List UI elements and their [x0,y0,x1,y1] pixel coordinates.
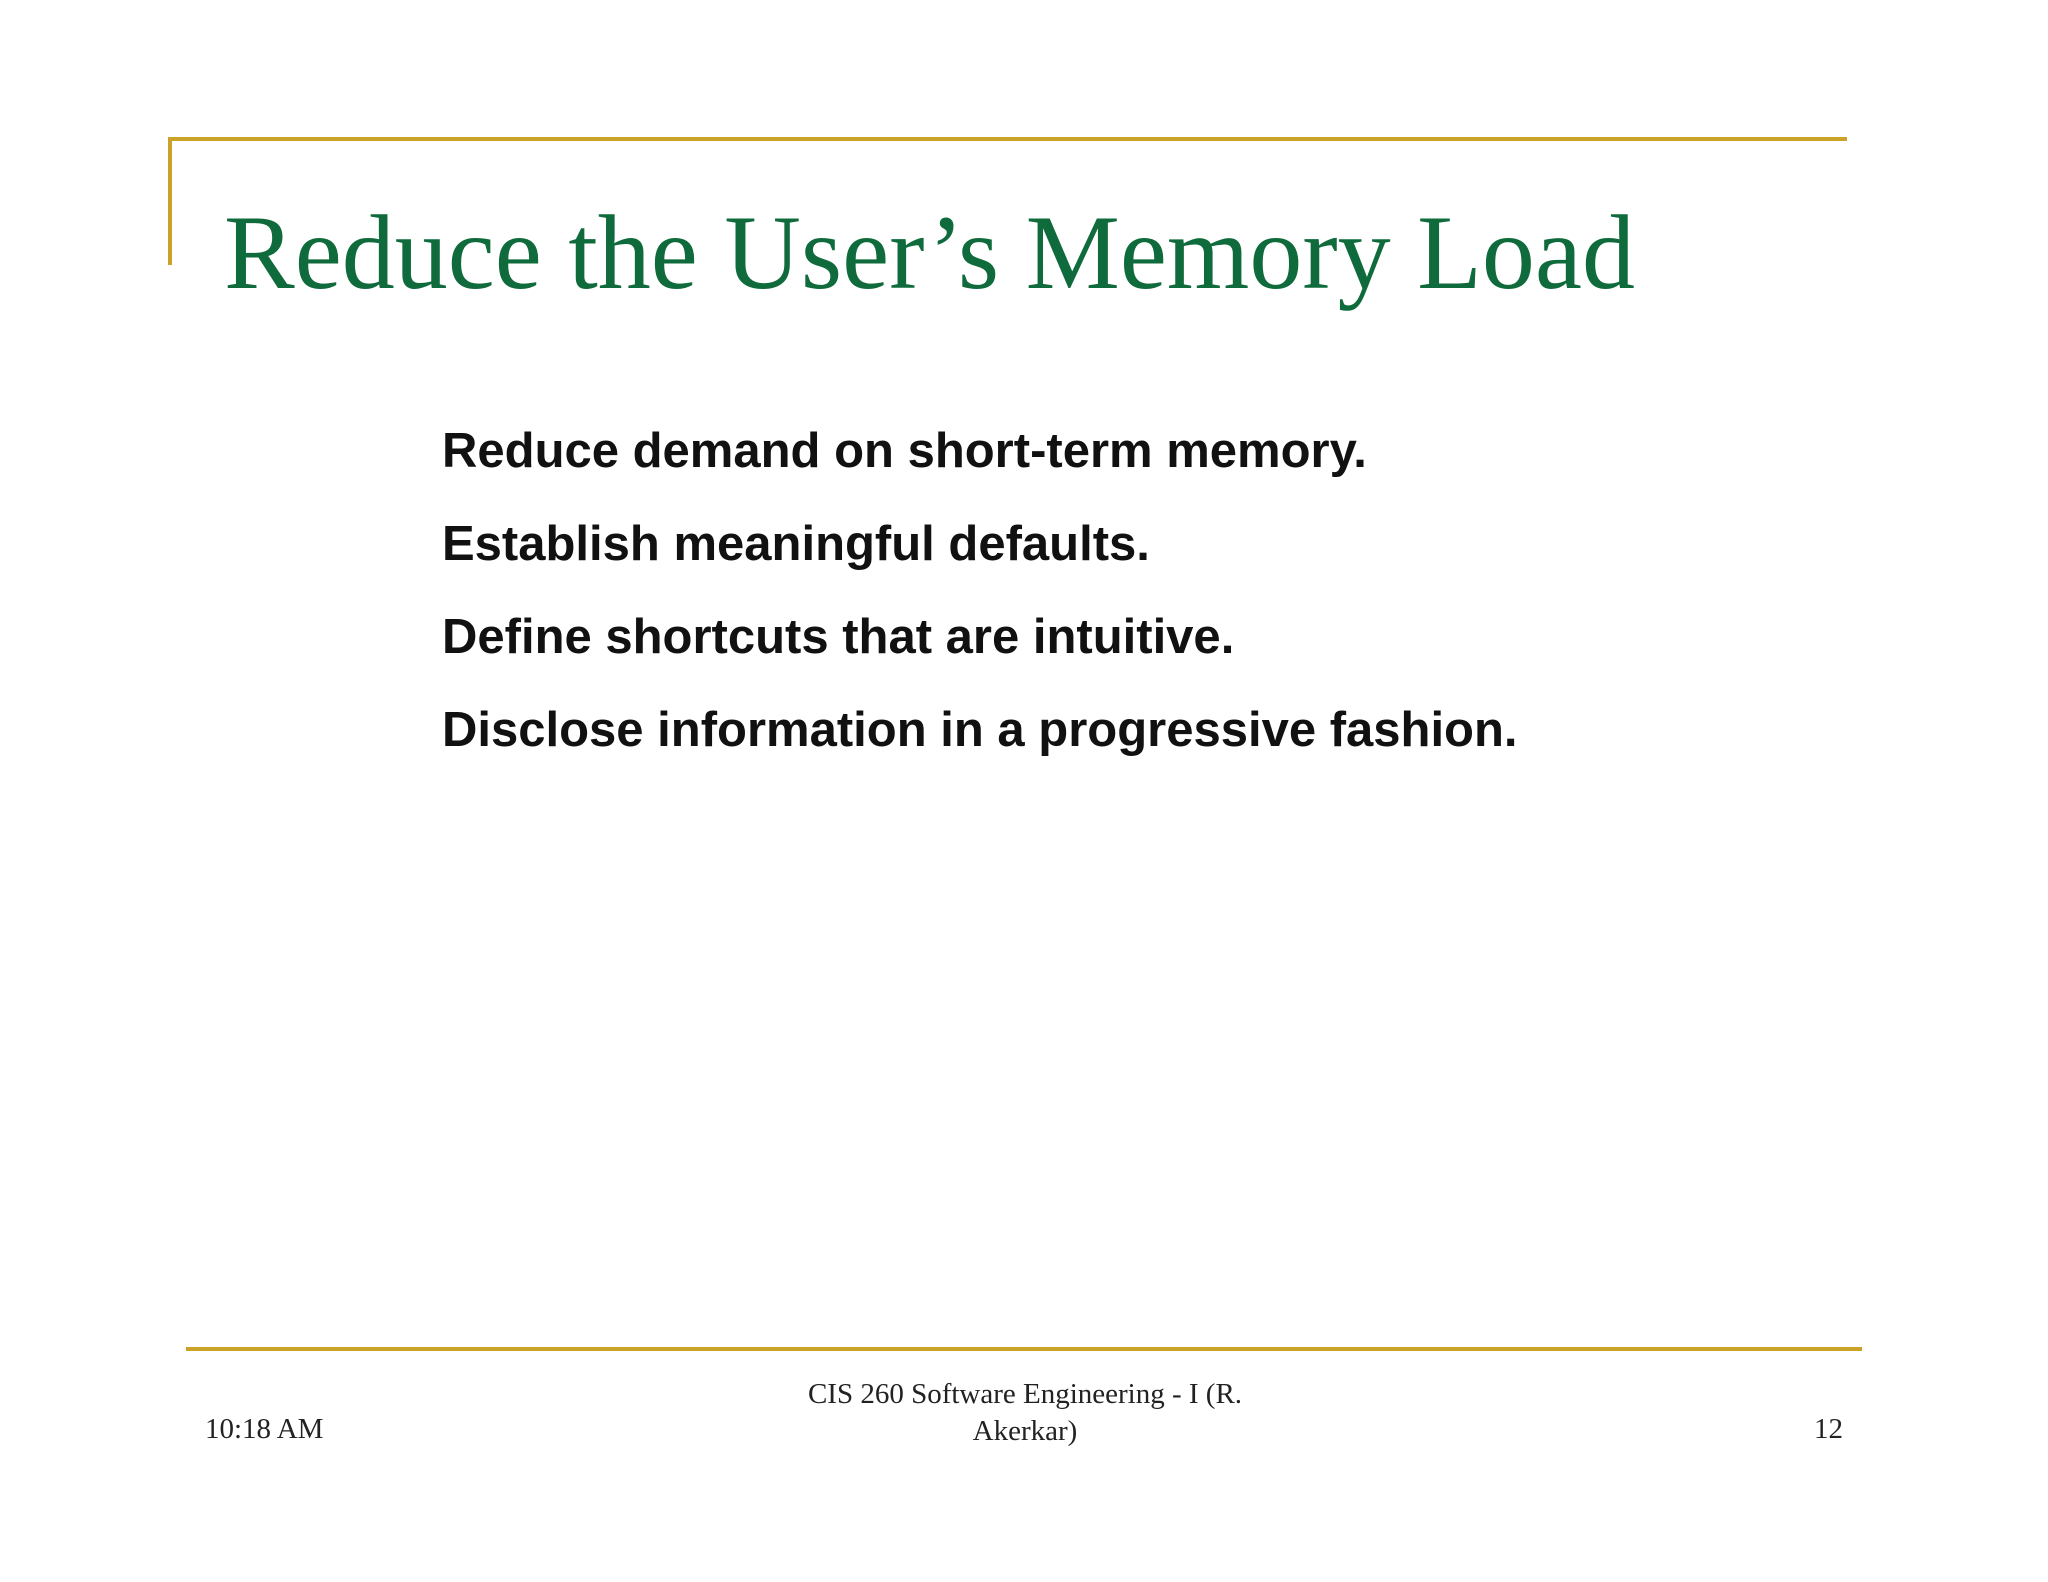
bullet-item: Define shortcuts that are intuitive. [442,610,1235,664]
slide-title: Reduce the User’s Memory Load [224,194,1635,311]
page-number: 12 [1814,1413,1843,1445]
bullet-item: Reduce demand on short-term memory. [442,424,1367,478]
bullet-item: Disclose information in a progressive fashion. [442,703,1518,757]
bullet-list [442,405,1518,777]
footer-time: 10:18 AM [205,1413,324,1445]
bullet-item: Establish meaningful defaults. [442,517,1150,571]
footer-course-line-2: Akerkar) [972,1415,1078,1447]
footer-course-title [765,1376,1285,1450]
footer-accent-rule [186,1347,1862,1351]
left-accent-rule [168,137,172,265]
footer-course-line-1: CIS 260 Software Engineering - I (R. [807,1378,1243,1410]
top-accent-rule [168,137,1847,141]
